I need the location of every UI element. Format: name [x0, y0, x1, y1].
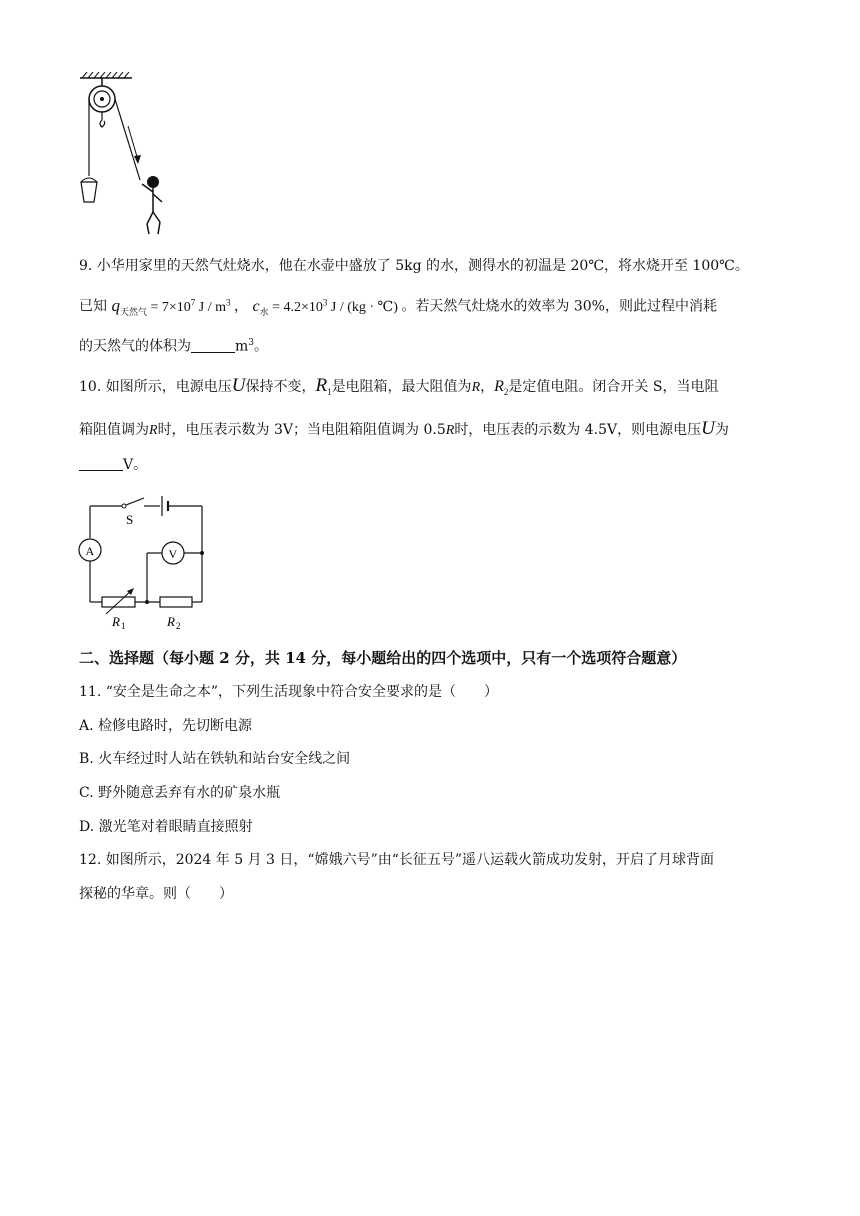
ammeter-label: A	[85, 544, 95, 558]
q9-answer-blank[interactable]	[191, 338, 235, 353]
q11-option-b[interactable]: B. 火车经过时人站在铁轨和站台安全线之间	[79, 751, 351, 767]
q10-answer-blank[interactable]	[79, 456, 123, 471]
switch-blade	[126, 498, 144, 505]
q9-line2: 已知 $q_{天然气} = 7\times 10^7$ J / $m^3$ ， $c_水 = 4.2\times 10^3$ J / (kg · ℃) 。若天然气灶烧水的效率为 30%，则此过程中消耗	[79, 295, 717, 317]
switch-contact	[122, 504, 126, 508]
q11-option-a[interactable]: A. 检修电路时，先切断电源	[79, 718, 253, 734]
q11-option-d[interactable]: D. 激光笔对着眼睛直接照射	[79, 819, 253, 835]
switch-label: S	[126, 512, 134, 527]
circuit-diagram	[76, 490, 216, 632]
voltmeter-label: V	[168, 547, 178, 561]
variable-arrow	[106, 590, 132, 614]
r2-label: R	[167, 614, 175, 629]
q11-stem: 11. “安全是生命之本”，下列生活现象中符合安全要求的是（ ）	[79, 684, 499, 700]
q10-line2: 箱阻值调为R时，电压表示数为 3V；当电阻箱阻值调为 0.5R时，电压表的示数为 4.5V，则电源电压U为	[79, 418, 729, 439]
q9-heat-value-formula: $q_{天然气} = 7\times 10^7$ J / $m^3$	[111, 295, 231, 317]
q9-known-prefix: 已知	[79, 298, 107, 315]
q11-option-c[interactable]: C. 野外随意丢弃有水的矿泉水瓶	[79, 785, 281, 801]
q10-line1: 10. 如图所示，电源电压U保持不变，$R_1$是电阻箱，最大阻值为R，$R_2$是定值电阻。闭合开关 S，当电阻	[79, 375, 719, 397]
pulley-figure	[76, 72, 176, 238]
resistor-r2	[160, 597, 192, 607]
r1-label-sub: 1	[121, 621, 126, 631]
section-2-title: 二、选择题（每小题 2 分，共 14 分，每小题给出的四个选项中，只有一个选项符合题意）	[79, 649, 687, 667]
q12-line1: 12. 如图所示，2024 年 5 月 3 日，“嫦娥六号”由“长征五号”遥八运载火箭成功发射，开启了月球背面	[79, 852, 715, 868]
q9-efficiency-text: 。若天然气灶烧水的效率为 30%，则此过程中消耗	[401, 298, 717, 315]
q10-line3: V。	[79, 455, 147, 475]
q9-line1: 9. 小华用家里的天然气灶烧水，他在水壶中盛放了 5kg 的水，测得水的初温是 20℃，将水烧开至 100℃。	[79, 258, 749, 274]
q9-specific-heat-formula: $c_水 = 4.2\times 10^3$ J / (kg · ℃)	[252, 297, 398, 317]
r2-label-sub: 2	[176, 621, 181, 631]
r1-label: R	[112, 614, 120, 629]
q12-line2: 探秘的华章。则（ ）	[79, 886, 233, 902]
q9-line3: 的天然气的体积为 $m^3$。	[79, 338, 269, 355]
